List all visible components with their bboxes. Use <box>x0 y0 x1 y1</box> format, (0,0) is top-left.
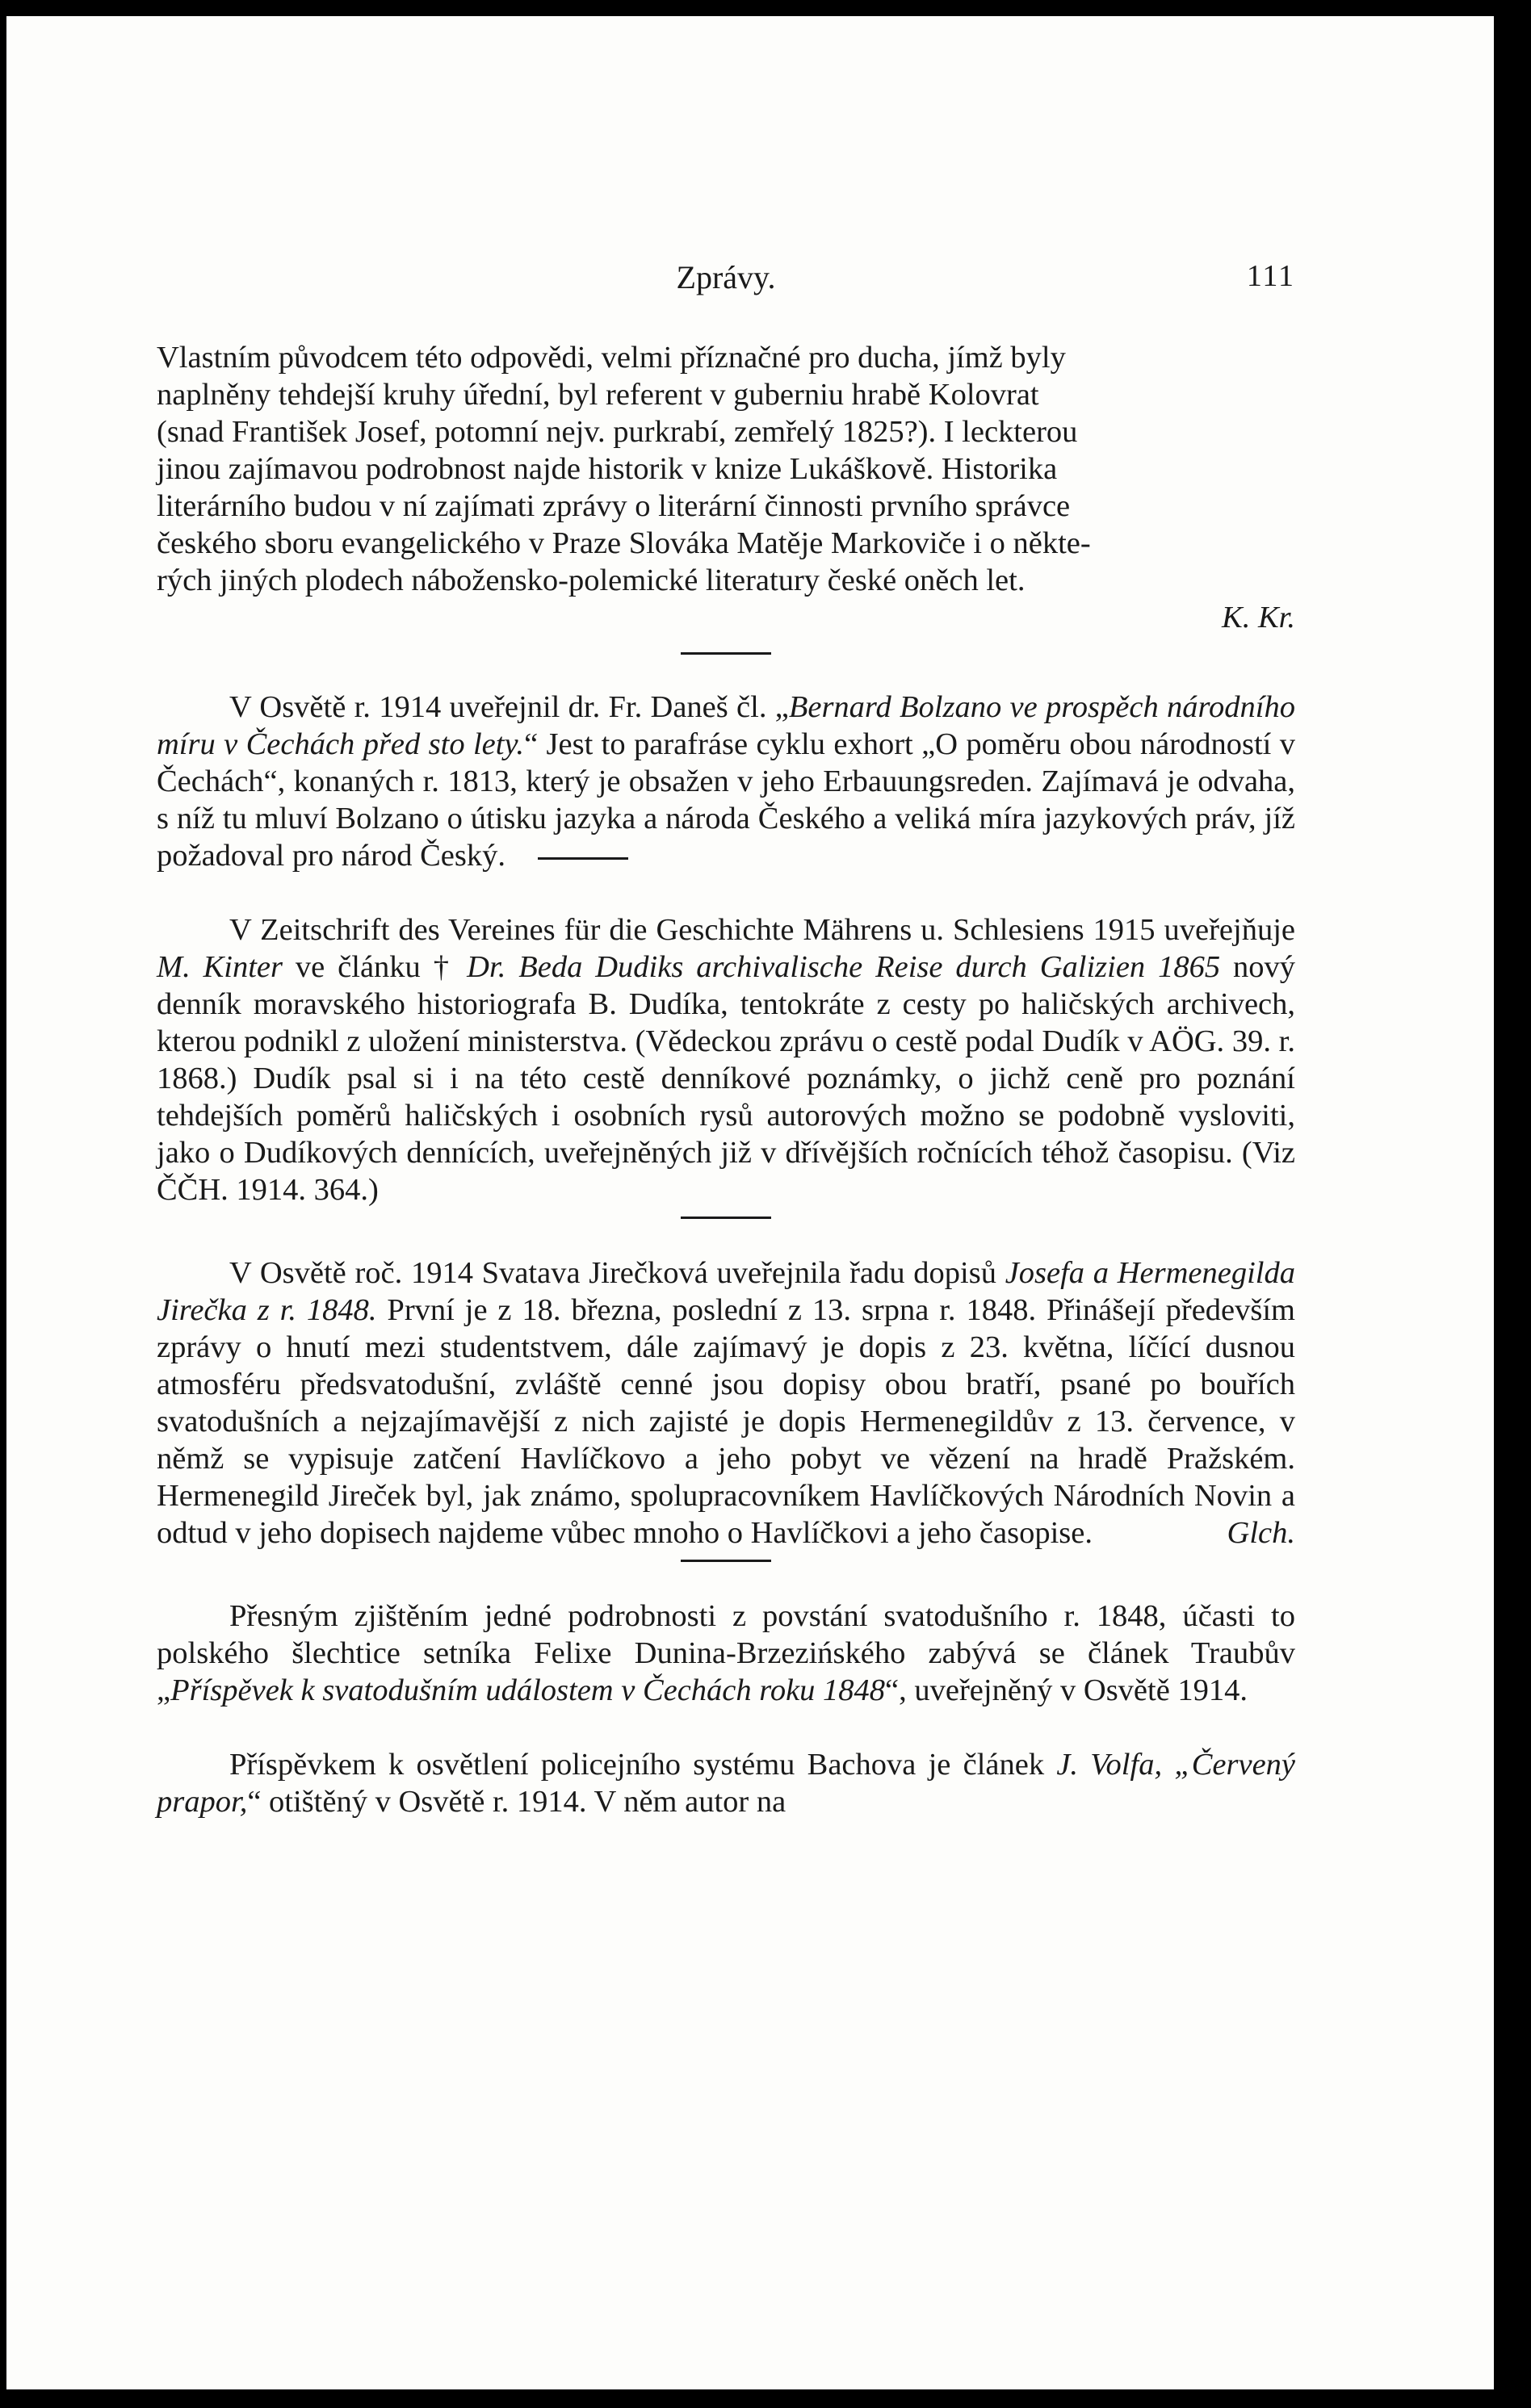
p3-text: V Zeitschrift des Vereines für die Geschichte Mährens u. Schlesiens 1915 uveřejňuje <box>229 913 1295 947</box>
paragraph-jirecek <box>157 1254 1295 1552</box>
p1-line: rých jiných plodech nábožensko-polemické literatury české oněch let. <box>157 563 1026 597</box>
p3-text: ve článku † <box>283 950 468 984</box>
section-divider <box>538 857 628 860</box>
p4-text: První je z 18. března, poslední z 13. srpna r. 1848. Přinášejí především zprávy o hnutí mezi studentstvem, dále zajímavý je dopis z 23. května, líčící dusnou atmosféru předsvatodušní, zvláště cenné jsou dopisy obou bratří, psané po bouřích svatodušních a nejzajímavější z nich zajisté je dopis Hermenegildův z 13. července, v němž se vypisuje zatčení Havlíčkovo a jeho pobyt ve vězení na hradě Pražském. Hermenegild Jireček byl, jak známo, spolupracovníkem Havlíčkových Národních Novin a odtud v jeho dopisech najdeme vůbec mnoho o Havlíčkovi a jeho časopise. <box>157 1293 1295 1550</box>
spacer <box>157 874 1295 911</box>
signature-glch: Glch. <box>1227 1516 1295 1550</box>
p1-line: českého sboru evangelického v Praze Slováka Matěje Markoviče i o někte- <box>157 526 1091 560</box>
p6-author-title: J. Volfa, „Červený prapor, <box>157 1748 1295 1819</box>
p1-line: literárního budou v ní zajímati zprávy o literární činnosti prvního správce <box>157 489 1071 523</box>
p2-article-title: Bernard Bolzano ve prospěch národního míru v Čechách před sto lety. <box>157 690 1295 761</box>
body-text <box>157 339 1295 1820</box>
p4-article-title: Josefa a Hermenegilda Jirečka z r. 1848. <box>157 1256 1295 1327</box>
p2-text: V Osvětě r. 1914 uveřejnil dr. Fr. Daneš čl. „ <box>229 690 789 724</box>
p1-line: (snad František Josef, potomní nejv. purkrabí, zemřelý 1825?). I leckterou <box>157 415 1078 449</box>
paragraph-lukasek <box>157 339 1295 599</box>
p3-author: M. Kinter <box>157 950 283 984</box>
p2-text: “ Jest to parafráse cyklu exhort „O poměru obou národností v Čechách“, konaných r. 1813, který je obsažen v jeho Erbauungsreden. Zajímavá je odvaha, s níž tu mluví Bolzano o útisku jazyka a národa Českého a veliká míra jazykových práv, jíž požadoval pro národ Český. <box>157 727 1295 873</box>
section-divider <box>681 1217 771 1219</box>
running-title: Zprávy. <box>676 259 776 295</box>
page-header <box>157 258 1295 307</box>
p6-text: “ otištěný v Osvětě r. 1914. V něm autor na <box>247 1785 786 1819</box>
paragraph-volf <box>157 1746 1295 1820</box>
paragraph-traub <box>157 1598 1295 1709</box>
p5-text: “, uveřejněný v Osvětě 1914. <box>885 1673 1248 1707</box>
section-divider <box>681 652 771 655</box>
p1-line: naplněny tehdejší kruhy úřední, byl referent v guberniu hrabě Kolovrat <box>157 378 1039 412</box>
paragraph-dudik <box>157 911 1295 1208</box>
page-number: 111 <box>1246 259 1295 293</box>
p1-line: jinou zajímavou podrobnost najde historik v knize Lukáškově. Historika <box>157 452 1058 486</box>
paragraph-bolzano <box>157 689 1295 874</box>
p6-text: Příspěvkem k osvětlení policejního systému Bachova je článek <box>229 1748 1057 1782</box>
signature-kr: K. Kr. <box>1222 601 1295 634</box>
p5-article-title: Příspěvek k svatodušním událostem v Čechách roku 1848 <box>170 1673 886 1707</box>
section-divider <box>681 1560 771 1562</box>
book-page <box>6 16 1494 2389</box>
p3-text: nový denník moravského historiografa B. Dudíka, tentokráte z cesty po haličských archivech, kterou podnikl z uložení ministerstva. (Vědeckou zprávu o cestě podal Dudík v AÖG. 39. r. 1868.) Dudík psal si i na této cestě denníkové poznámky, o jichž ceně pro poznání tehdejších poměrů haličských i osobních rysů autorových možno se podobně vysloviti, jako o Dudíkových dennících, uveřejněných již v dřívějších ročnících téhož časopisu. (Viz ČČH. 1914. 364.) <box>157 950 1296 1207</box>
spacer <box>157 1709 1295 1746</box>
p3-article-title: Dr. Beda Dudiks archivalische Reise durch Galizien 1865 <box>467 950 1221 984</box>
p1-line: Vlastním původcem této odpovědi, velmi příznačné pro ducha, jímž byly <box>157 341 1066 375</box>
p4-text: V Osvětě roč. 1914 Svatava Jirečková uveřejnila řadu dopisů <box>229 1256 1005 1290</box>
p5-text: Přesným zjištěním jedné podrobnosti z povstání svatodušního r. 1848, účasti to polského šlechtice setníka Felixe Dunina-Brzezińského zabývá se článek Traubův „ <box>157 1599 1295 1707</box>
